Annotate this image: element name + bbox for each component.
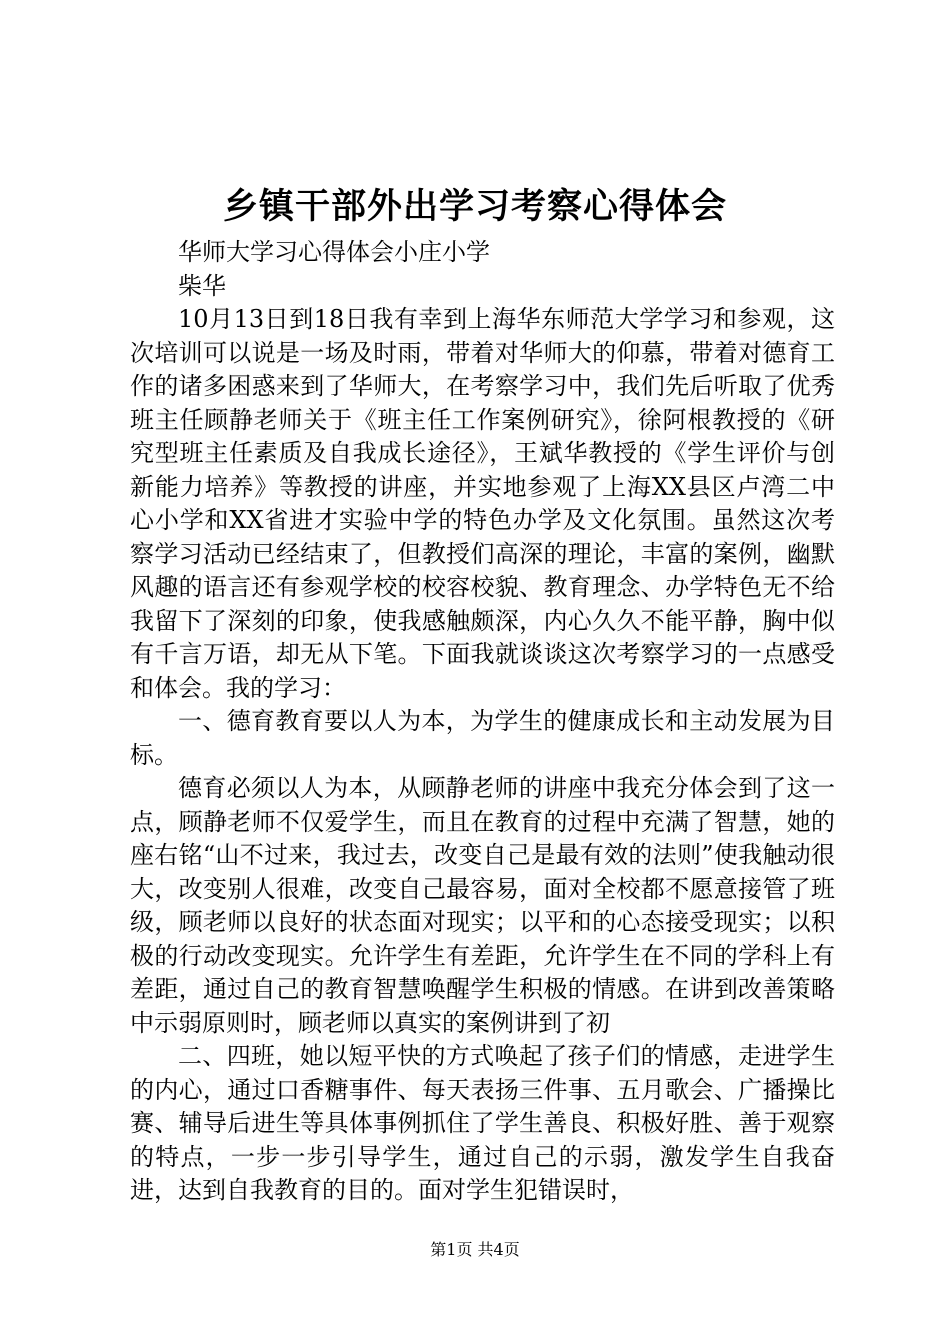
body-paragraph: 10月13日到18日我有幸到上海华东师范大学学习和参观，这次培训可以说是一场及时雨，带着对华师大的仰慕，带着对德育工作的诸多困惑来到了华师大，在考察学习中，我们先后听取了优秀班主任顾静老师关于《班主任工作案例研究》，徐阿根教授的《研究型班主任素质及自我成长途径》，王斌华教授的《学生评价与创新能力培养》等教授的讲座，并实地参观了上海XX县区卢湾二中心小学和XX省进才实验中学的特色办学及文化氛围。虽然这次考察学习活动已经结束了，但教授们高深的理论，丰富的案例，幽默风趣的语言还有参观学校的校容校貌、教育理念、办学特色无不给我留下了深刻的印象，使我感触颇深，内心久久不能平静，胸中似有千言万语，却无从下笔。下面我就谈谈这次考察学习的一点感受和体会。我的学习： <box>130 305 835 702</box>
document-title: 乡镇干部外出学习考察心得体会 <box>222 186 727 227</box>
body-paragraph: 二、四班，她以短平快的方式唤起了孩子们的情感，走进学生的内心，通过口香糖事件、每天表扬三件事、五月歌会、广播操比赛、辅导后进生等具体事例抓住了学生善良、积极好胜、善于观察的特点，一步一步引导学生，通过自己的示弱，激发学生自我奋进，达到自我教育的目的。面对学生犯错误时， <box>130 1042 835 1204</box>
document-body <box>130 236 835 1208</box>
page-number-footer: 第1页 共4页 <box>430 1240 520 1259</box>
body-paragraph: 德育必须以人为本，从顾静老师的讲座中我充分体会到了这一点，顾静老师不仅爱学生，而且在教育的过程中充满了智慧，她的座右铭“山不过来，我过去，改变自己是最有效的法则”使我触动很大，改变别人很难，改变自己最容易，面对全校都不愿意接管了班级，顾老师以良好的状态面对现实；以平和的心态接受现实；以积极的行动改变现实。允许学生有差距，允许学生在不同的学科上有差距，通过自己的教育智慧唤醒学生积极的情感。在讲到改善策略中示弱原则时，顾老师以真实的案例讲到了初 <box>130 774 835 1037</box>
body-paragraph: 一、德育教育要以人为本，为学生的健康成长和主动发展为目标。 <box>130 707 835 769</box>
subtitle-line: 华师大学习心得体会小庄小学 <box>178 238 490 266</box>
author-line: 柴华 <box>178 271 226 300</box>
